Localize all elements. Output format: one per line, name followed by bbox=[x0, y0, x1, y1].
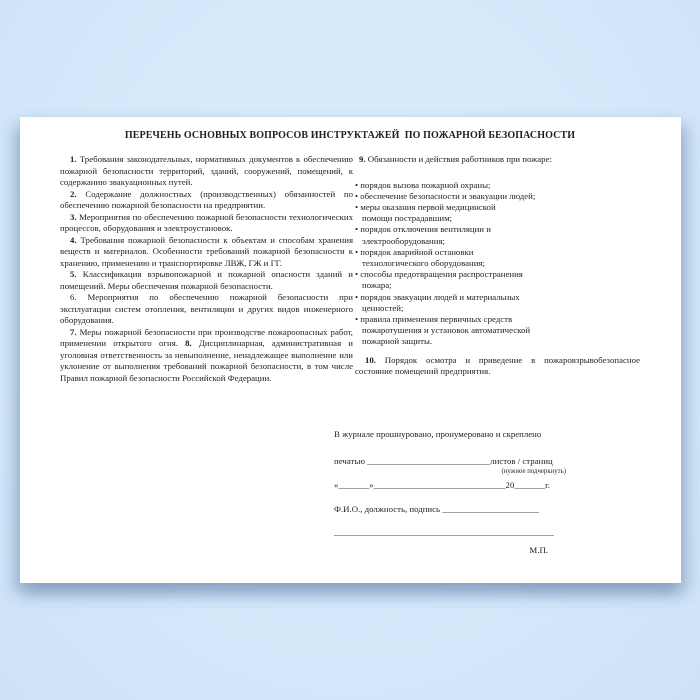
bullet-item bbox=[355, 224, 567, 246]
bullet-item-line: • меры оказания первой медицинской bbox=[355, 201, 496, 212]
item-number: 5. bbox=[70, 269, 77, 279]
bullet-item bbox=[355, 247, 567, 269]
bullet-item bbox=[355, 191, 567, 202]
item-text: Содержание должностных (производственных) обязанностей по обеспечению пожарной безопасности на предприятии. bbox=[60, 188, 353, 210]
bullet-item-continuation: пожаротушения и установок автоматической bbox=[362, 325, 531, 336]
item-number: 3. bbox=[70, 211, 77, 222]
bullet-item-continuation: пожара; bbox=[362, 280, 392, 291]
bullet-item bbox=[355, 180, 567, 191]
item-text: 6. Мероприятия по обеспечению пожарной безопасности при эксплуатации систем отопления, вентиляции и других видов инженерного оборудования. bbox=[60, 292, 353, 325]
numbered-item-10 bbox=[355, 355, 640, 378]
numbered-item bbox=[60, 292, 353, 327]
bullet-item bbox=[355, 292, 567, 314]
item-text: Дисциплинарная, административная и уголовная ответственность за невыполнение, ненадлежащее выполнение или уклонение от выполнения требований пожарной безопасности, в том числе Правил пожарной безопасности Российской Федерации. bbox=[60, 338, 353, 383]
item-text: Обязанности и действия работников при пожаре: bbox=[365, 154, 552, 164]
item-number: 10. bbox=[365, 354, 376, 365]
journal-blank-line: __________________________________________________ bbox=[334, 527, 554, 537]
bullet-item-line: • порядок отключения вентиляции и bbox=[355, 224, 491, 235]
journal-line-signature: Ф.И.О., должность, подпись ______________________ bbox=[334, 504, 539, 514]
item-number: 7. bbox=[70, 326, 77, 337]
bullet-item bbox=[355, 269, 567, 291]
bullet-item-line: • способы предотвращения распространения bbox=[355, 269, 523, 280]
item-number: 1. bbox=[70, 154, 77, 164]
bullet-item-continuation: пожарной защиты. bbox=[362, 336, 433, 347]
item-text: Требования пожарной безопасности к объектам и способам хранения веществ и материалов. Особенности требований пожарной безопасности к хранению, применению и транспортировке ЛВЖ, ГЖ и ГГ. bbox=[60, 234, 353, 268]
item-number: 8. bbox=[185, 338, 192, 348]
bullet-item-continuation: ценностей; bbox=[362, 302, 404, 313]
bullet-item-line: • порядок аварийной остановки bbox=[355, 246, 474, 257]
numbered-item bbox=[60, 269, 353, 292]
journal-note-underline: (нужное подчеркнуть) bbox=[501, 468, 566, 475]
item-text: Требования законодательных, нормативных документов к обеспечению пожарной безопасности территорий, зданий, сооружений, помещений, к содержанию эвакуационных путей. bbox=[60, 154, 353, 187]
item-text: Классификация взрывопожарной и пожарной опасности зданий и помещений. Меры обеспечения пожарной безопасности. bbox=[60, 269, 353, 291]
bullet-item-line: • порядок вызова пожарной охраны; bbox=[355, 179, 491, 190]
journal-line-bound: В журнале прошнуровано, пронумеровано и скреплено bbox=[334, 429, 542, 439]
right-column bbox=[355, 154, 640, 384]
bullet-item-line: • обеспечение безопасности и эвакуации людей; bbox=[355, 190, 536, 201]
journal-line-date: «_______»______________________________20_______г. bbox=[334, 480, 550, 490]
item-text: Мероприятия по обеспечению пожарной безопасности технологических процессов, оборудования и электроустановок. bbox=[60, 211, 353, 233]
numbered-item bbox=[60, 235, 353, 270]
item-text: Меры пожарной безопасности при производстве пожароопасных работ, применении открытого огня. bbox=[60, 326, 353, 348]
two-column-layout bbox=[60, 154, 640, 384]
numbered-item bbox=[60, 327, 353, 385]
numbered-item bbox=[60, 189, 353, 212]
document-title: ПЕРЕЧЕНЬ ОСНОВНЫХ ВОПРОСОВ ИНСТРУКТАЖЕЙ ПО ПОЖАРНОЙ БЕЗОПАСНОСТИ bbox=[124, 130, 576, 141]
bullet-item bbox=[355, 314, 567, 348]
numbered-item bbox=[60, 212, 353, 235]
bullet-item-line: • правила применения первичных средств bbox=[355, 313, 513, 324]
item-number: 9. bbox=[359, 154, 366, 164]
numbered-item bbox=[60, 154, 353, 189]
bullet-item-line: • порядок эвакуации людей и материальных bbox=[355, 291, 520, 302]
left-column bbox=[60, 154, 353, 384]
journal-certification-block bbox=[334, 429, 568, 556]
page-content bbox=[20, 117, 681, 384]
bullet-item bbox=[355, 202, 567, 224]
journal-line-sheets: печатью ____________________________листов / страниц bbox=[334, 456, 553, 466]
fire-actions-bullet-list bbox=[355, 180, 567, 348]
bullet-item-continuation: электрооборудования; bbox=[362, 235, 445, 246]
item-text: Порядок осмотра и приведение в пожаровзрывобезопасное состояние помещений предприятия. bbox=[355, 354, 640, 377]
item-number: 2. bbox=[70, 188, 77, 199]
bullet-item-continuation: помощи пострадавшим; bbox=[362, 213, 453, 224]
document-page bbox=[20, 117, 681, 583]
stamp-place: М.П. bbox=[529, 545, 548, 555]
numbered-item-9 bbox=[355, 154, 640, 166]
item-number: 4. bbox=[70, 234, 77, 245]
bullet-item-continuation: технологического оборудования; bbox=[362, 257, 485, 268]
